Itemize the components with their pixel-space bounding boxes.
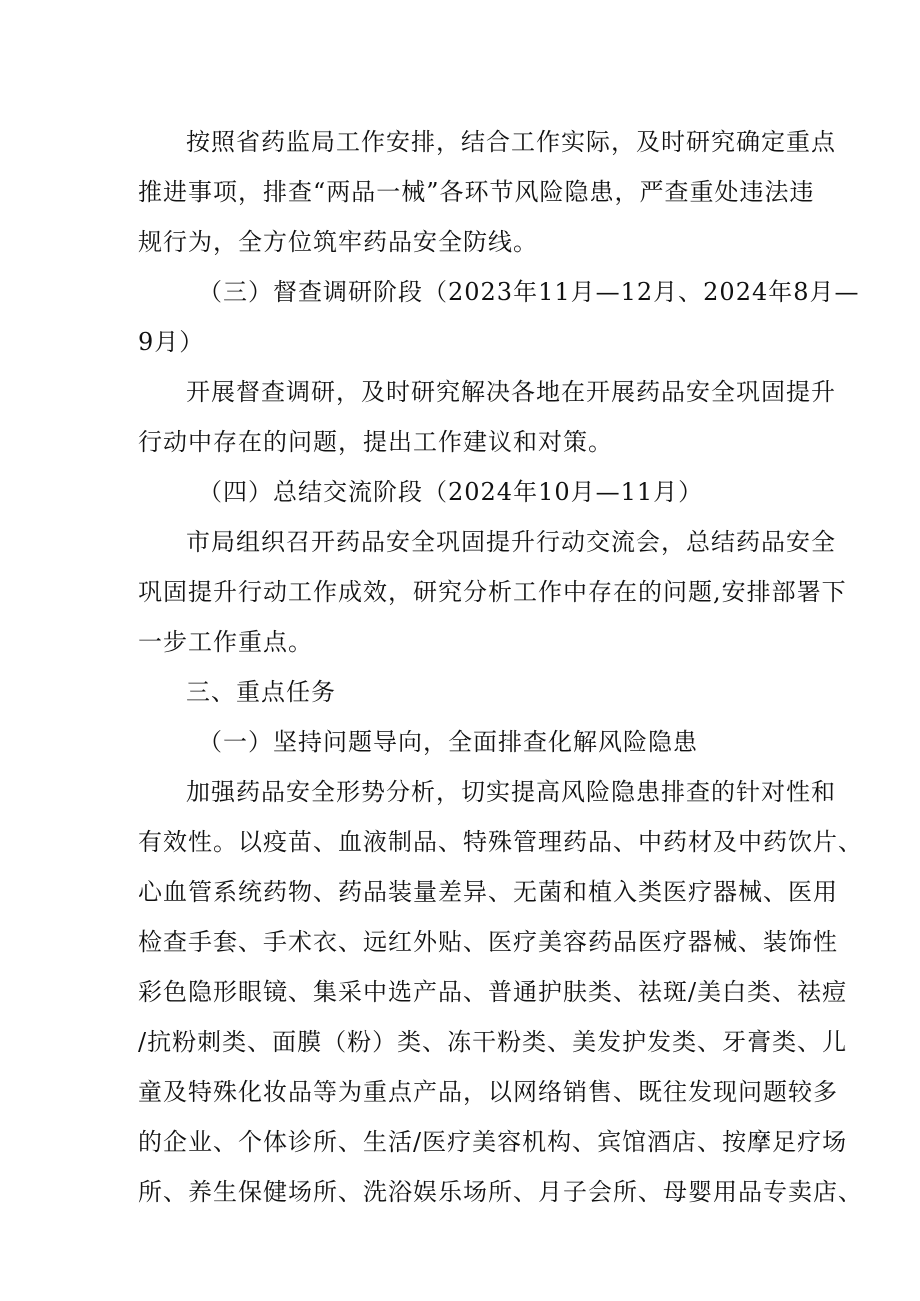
paragraph-5-line-3: 一步工作重点。 xyxy=(138,628,313,656)
paragraph-1-line-3: 规行为，全方位筑牢药品安全防线。 xyxy=(138,228,538,256)
section-heading-3: （三）督查调研阶段（2023年11月—12月、2024年8月— xyxy=(198,278,860,306)
paragraph-8-line-6: /抗粉刺类、面膜（粉）类、冻干粉类、美发护发类、牙膏类、儿 xyxy=(138,1028,848,1056)
paragraph-8-line-1: 加强药品安全形势分析，切实提高风险隐患排查的针对性和 xyxy=(186,778,836,806)
paragraph-8-line-3: 心血管系统药物、药品装量差异、无菌和植入类医疗器械、医用 xyxy=(138,878,838,906)
paragraph-8-line-2: 有效性。以疫苗、血液制品、特殊管理药品、中药材及中药饮片、 xyxy=(138,828,863,856)
paragraph-8-line-7: 童及特殊化妆品等为重点产品，以网络销售、既往发现问题较多 xyxy=(138,1078,838,1106)
paragraph-5-line-1: 市局组织召开药品安全巩固提升行动交流会，总结药品安全 xyxy=(186,528,836,556)
paragraph-5-line-2: 巩固提升行动工作成效，研究分析工作中存在的问题,安排部署下 xyxy=(138,578,847,606)
paragraph-8-line-4: 检查手套、手术衣、远红外贴、医疗美容药品医疗器械、装饰性 xyxy=(138,928,838,956)
section-heading-3-continued: 9月） xyxy=(138,328,205,356)
paragraph-3-line-2: 行动中存在的问题，提出工作建议和对策。 xyxy=(138,428,613,456)
paragraph-8-line-9: 所、养生保健场所、洗浴娱乐场所、月子会所、母婴用品专卖店、 xyxy=(138,1178,863,1206)
paragraph-3-line-1: 开展督查调研，及时研究解决各地在开展药品安全巩固提升 xyxy=(186,378,836,406)
paragraph-1-line-1: 按照省药监局工作安排，结合工作实际，及时研究确定重点 xyxy=(186,128,836,156)
subsection-heading-1: （一）坚持问题导向，全面排查化解风险隐患 xyxy=(198,728,698,756)
section-heading-4: （四）总结交流阶段（2024年10月—11月） xyxy=(198,478,704,506)
paragraph-1-line-2: 推进事项，排查“两品一械”各环节风险隐患，严查重处违法违 xyxy=(138,178,815,206)
paragraph-8-line-8: 的企业、个体诊所、生活/医疗美容机构、宾馆酒店、按摩足疗场 xyxy=(138,1128,848,1156)
paragraph-8-line-5: 彩色隐形眼镜、集采中选产品、普通护肤类、祛斑/美白类、祛痘 xyxy=(138,978,848,1006)
chapter-heading-key-tasks: 三、重点任务 xyxy=(186,678,336,706)
